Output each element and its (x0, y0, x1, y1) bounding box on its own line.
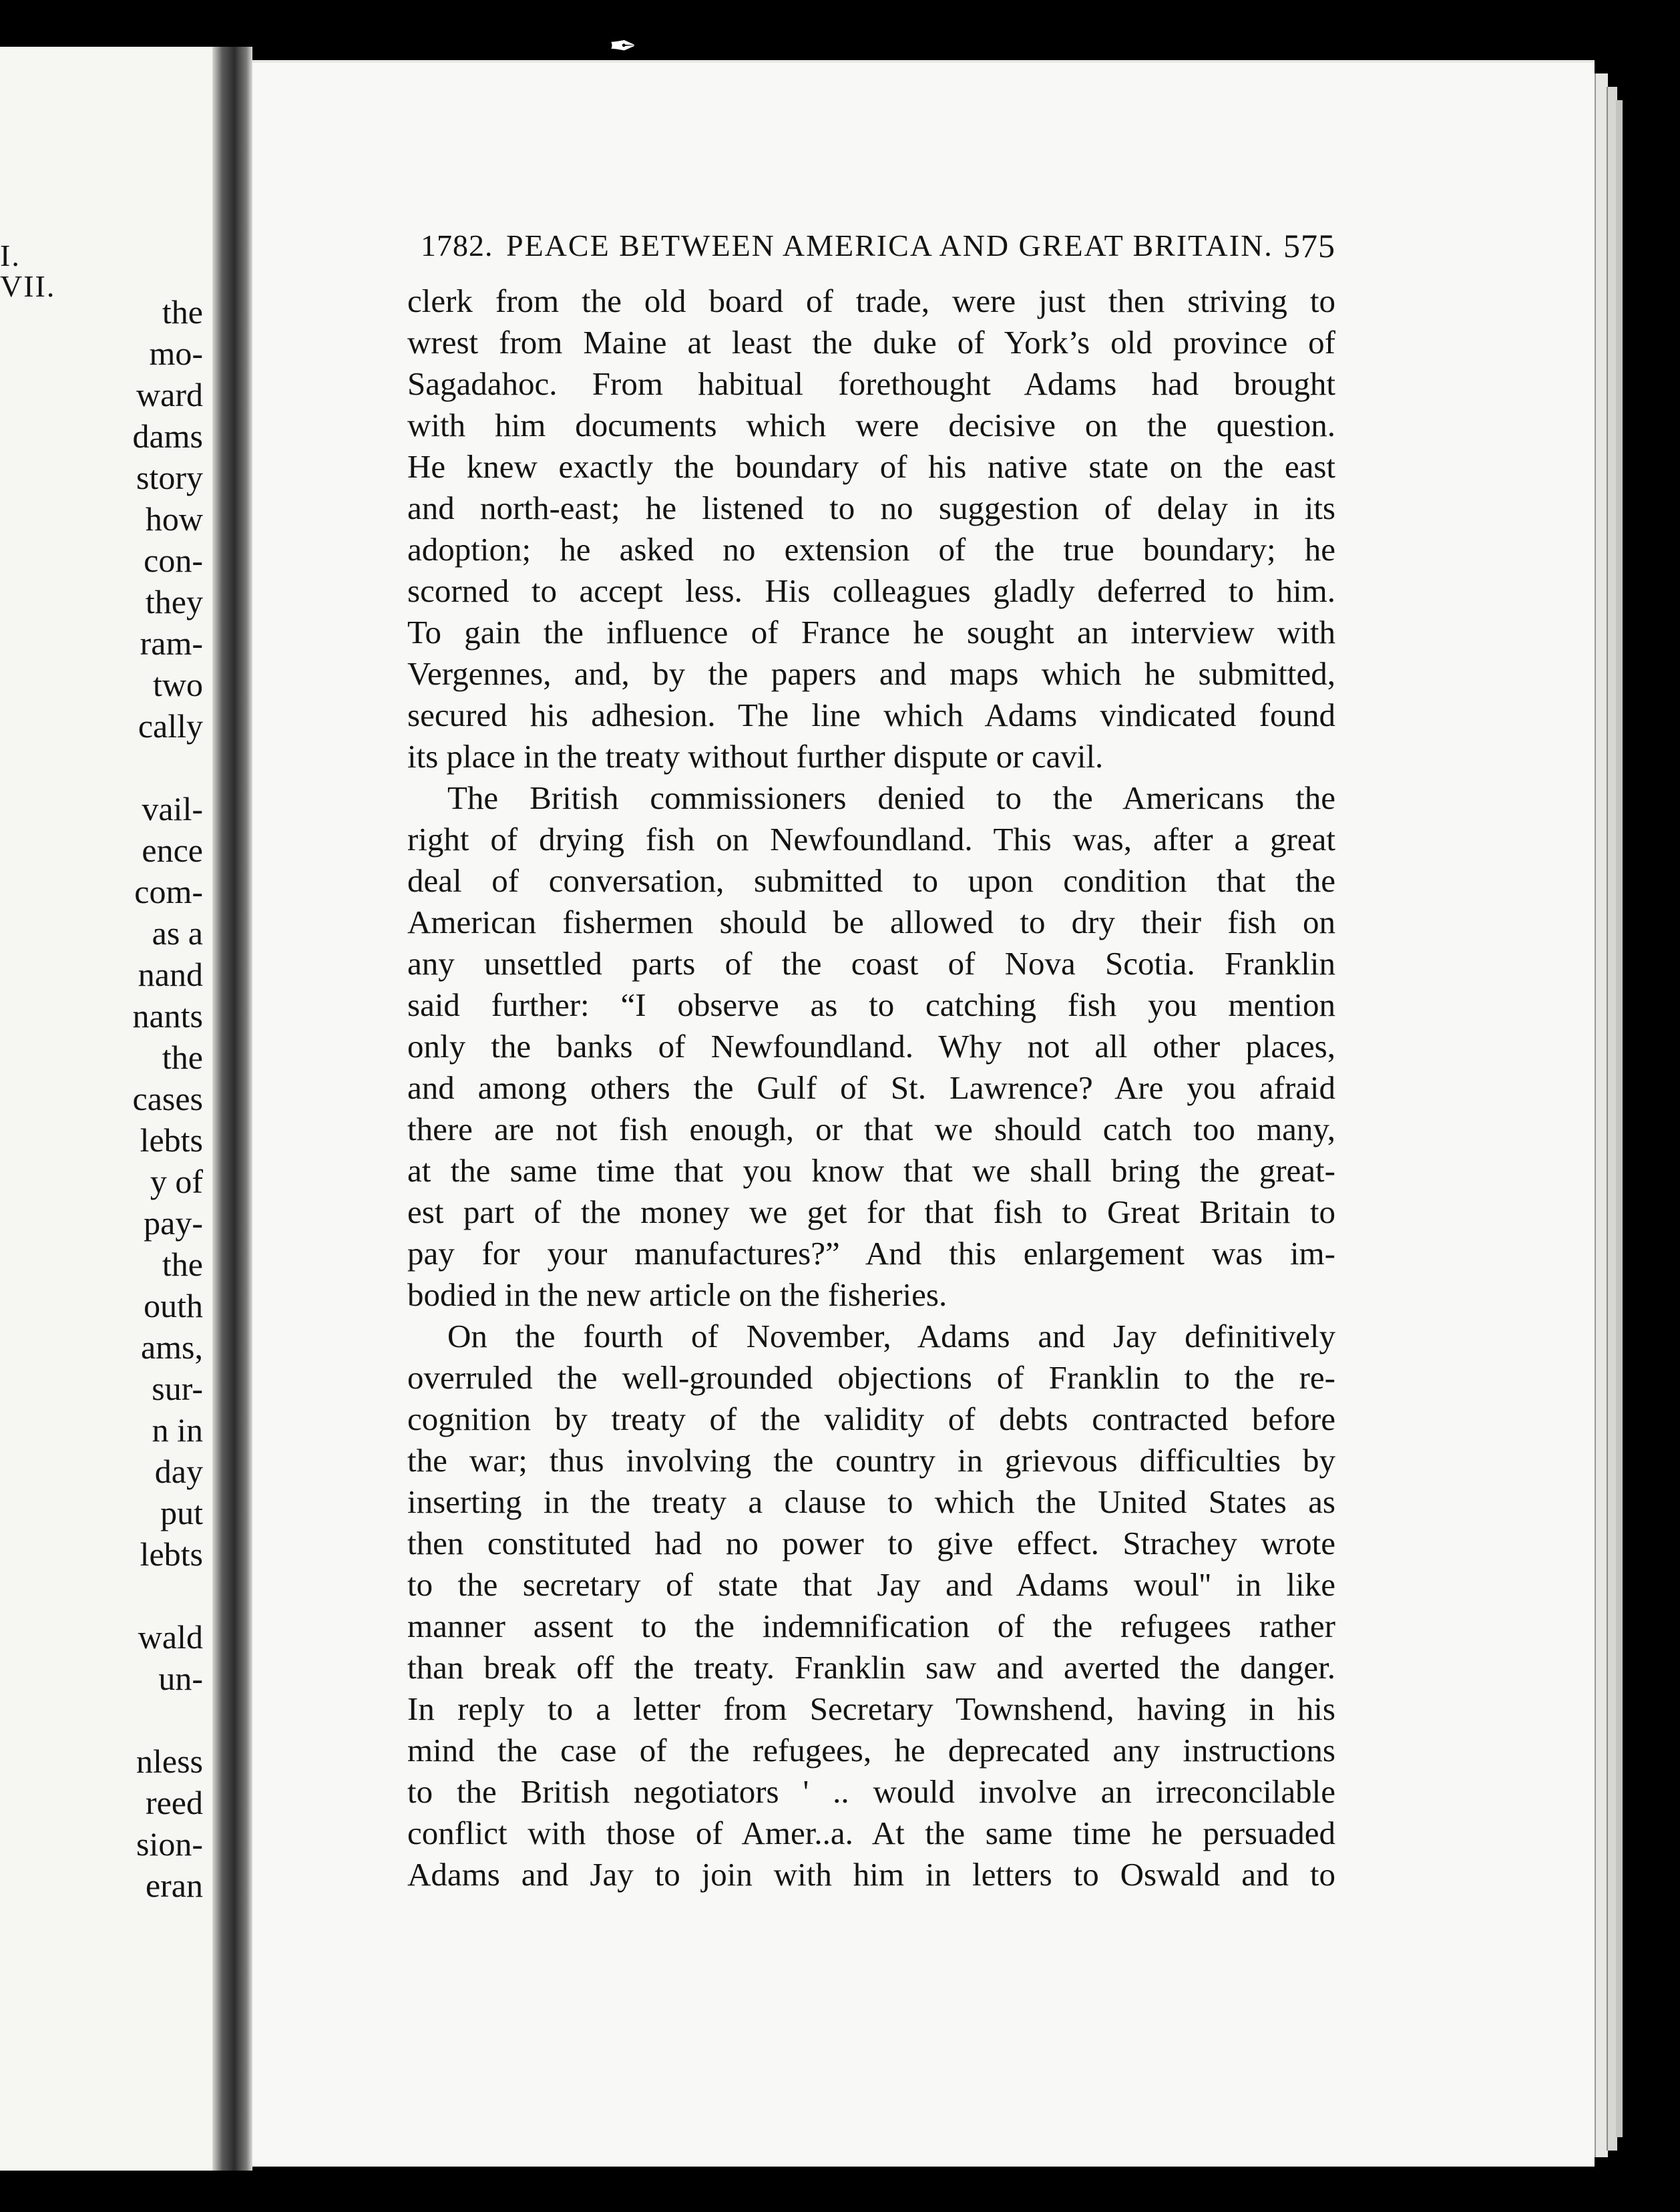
left-line-fragment: sur- (152, 1370, 203, 1407)
text-line: its place in the treaty without further dispute or cavil. (407, 738, 1104, 775)
left-line-fragment: sion- (136, 1825, 203, 1863)
text-line: there are not fish enough, or that we should catch too many, (407, 1111, 1335, 1147)
text-line: any unsettled parts of the coast of Nova Scotia. Franklin (407, 945, 1335, 982)
text-line: with him documents which were decisive on the question. (407, 407, 1335, 443)
text-line: clerk from the old board of trade, were just then striving to (407, 283, 1335, 319)
left-line-fragment: outh (144, 1287, 203, 1324)
left-line-fragment: the (162, 1246, 203, 1283)
running-head-title: PEACE BETWEEN AMERICA AND GREAT BRITAIN. (506, 228, 1273, 262)
left-line-fragment: as a (152, 914, 203, 952)
text-line: est part of the money we get for that fish to Great Britain to (407, 1193, 1335, 1230)
left-line-fragment: ram- (140, 624, 203, 662)
left-line-fragment: the (162, 293, 203, 331)
left-line-fragment: n in (152, 1411, 203, 1449)
text-line: said further: “I observe as to catching fish you mention (407, 986, 1335, 1023)
text-line: adoption; he asked no extension of the true boundary; he (407, 531, 1335, 568)
left-facing-page (0, 47, 212, 2171)
text-line: Vergennes, and, by the papers and maps which he submitted, (407, 655, 1335, 692)
text-line: In reply to a letter from Secretary Townshend, having in his (407, 1690, 1335, 1727)
left-line-fragment: cally (138, 707, 203, 745)
left-line-fragment: vail- (142, 790, 203, 827)
paragraph-start-line: On the fourth of November, Adams and Jay definitively (447, 1318, 1335, 1354)
text-line: and north-east; he listened to no suggestion of delay in its (407, 490, 1335, 526)
text-line: conflict with those of Amer..a. At the same time he persuaded (407, 1815, 1335, 1851)
text-line: then constituted had no power to give effect. Strachey wrote (407, 1525, 1335, 1561)
left-line-fragment: put (160, 1494, 203, 1531)
left-page-header: I. VII. (0, 238, 56, 303)
left-line-fragment: how (145, 500, 203, 538)
text-line: at the same time that you know that we shall bring the great- (407, 1152, 1335, 1189)
left-line-fragment: dams (132, 417, 203, 455)
text-line: Adams and Jay to join with him in letters to Oswald and to (407, 1856, 1335, 1893)
left-line-fragment: reed (145, 1784, 203, 1821)
left-line-fragment: day (154, 1453, 203, 1490)
page-edge (1595, 73, 1608, 2157)
left-line-fragment: lebts (140, 1121, 203, 1159)
text-line: deal of conversation, submitted to upon condition that the (407, 862, 1335, 899)
text-line: scorned to accept less. His colleagues gladly deferred to him. (407, 572, 1335, 609)
left-line-fragment: ward (136, 376, 203, 413)
left-line-fragment: eran (145, 1867, 203, 1904)
left-line-fragment: y of (150, 1163, 203, 1200)
left-line-fragment: ence (142, 832, 203, 869)
running-head-year: 1782. (421, 228, 493, 262)
left-line-fragment: con- (144, 542, 203, 579)
text-line: To gain the influence of France he sought an interview with (407, 614, 1335, 651)
text-line: bodied in the new article on the fisheries. (407, 1276, 948, 1313)
left-line-fragment: nants (132, 997, 203, 1035)
text-line: than break off the treaty. Franklin saw and averted the danger. (407, 1649, 1335, 1686)
text-line: inserting in the treaty a clause to which the United States as (407, 1483, 1335, 1520)
text-line: overruled the well-grounded objections of Franklin to the re- (407, 1359, 1335, 1396)
text-line: American fishermen should be allowed to dry their fish on (407, 904, 1335, 940)
text-line: mind the case of the refugees, he deprecated any instructions (407, 1732, 1335, 1769)
text-line: and among others the Gulf of St. Lawrence? Are you afraid (407, 1069, 1335, 1106)
running-head (421, 226, 1335, 266)
left-line-fragment: nless (136, 1742, 203, 1780)
left-line-fragment: two (153, 666, 203, 703)
text-line: to the British negotiators ' .. would involve an irreconcilable (407, 1773, 1335, 1810)
left-line-fragment: cases (132, 1080, 203, 1117)
text-line: the war; thus involving the country in grievous difficulties by (407, 1442, 1335, 1479)
text-line: wrest from Maine at least the duke of York’s old province of (407, 324, 1335, 361)
page-number: 575 (1283, 227, 1335, 264)
text-line: pay for your manufactures?” And this enlargement was im- (407, 1235, 1335, 1272)
text-line: manner assent to the indemnification of the refugees rather (407, 1608, 1335, 1644)
left-line-fragment: com- (134, 873, 203, 910)
left-line-fragment: lebts (140, 1535, 203, 1573)
text-line: Sagadahoc. From habitual forethought Adams had brought (407, 365, 1335, 402)
left-line-fragment: nand (138, 956, 203, 993)
book-gutter (212, 47, 252, 2171)
left-line-fragment: mo- (149, 335, 203, 372)
left-line-fragment: story (136, 459, 203, 496)
scan-speck: ✒ (609, 27, 637, 65)
left-line-fragment: the (162, 1039, 203, 1076)
page-edge (1616, 100, 1623, 2137)
text-line: secured his adhesion. The line which Adams vindicated found (407, 697, 1335, 733)
left-line-fragment: un- (158, 1660, 203, 1697)
left-line-fragment: ams, (140, 1328, 203, 1366)
text-line: cognition by treaty of the validity of debts contracted before (407, 1401, 1335, 1437)
left-line-fragment: pay- (144, 1204, 203, 1242)
left-line-fragment: they (145, 583, 203, 620)
text-line: to the secretary of state that Jay and Adams woul'' in like (407, 1566, 1335, 1603)
left-line-fragment: wald (138, 1618, 203, 1656)
text-line: right of drying fish on Newfoundland. This was, after a great (407, 821, 1335, 858)
text-line: only the banks of Newfoundland. Why not all other places, (407, 1028, 1335, 1065)
text-line: He knew exactly the boundary of his native state on the east (407, 448, 1335, 485)
paragraph-start-line: The British commissioners denied to the Americans the (447, 779, 1335, 816)
